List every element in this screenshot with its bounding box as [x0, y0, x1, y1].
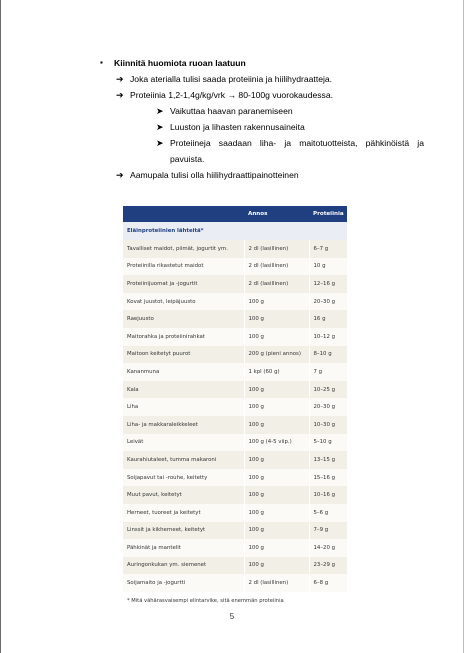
portion-cell: 200 g (pieni annos) [244, 346, 309, 364]
protein-cell: 16 g [309, 310, 347, 328]
portion-cell: 100 g [244, 293, 309, 311]
food-cell: Soijamaito ja -jogurtti [123, 574, 244, 592]
sub-bullet-item [156, 103, 440, 119]
protein-table [123, 206, 347, 610]
section-title: Eläinproteiinien lähteitä* [123, 222, 347, 240]
food-cell: Herneet, tuoreet ja keitetyt [123, 504, 244, 522]
protein-cell: 6–8 g [309, 574, 347, 592]
table-row [123, 346, 347, 364]
sub-bullet-text: Luuston ja lihasten rakennusaineita [170, 122, 305, 132]
table-row [123, 451, 347, 469]
portion-cell: 100 g [244, 328, 309, 346]
portion-cell: 100 g (4-5 viip.) [244, 434, 309, 452]
table-row [123, 434, 347, 452]
portion-cell: 100 g [244, 557, 309, 575]
arrow-bullet-icon: ➔ [116, 170, 124, 180]
sub-bullet-item [156, 119, 440, 135]
bullet-item-text: Aamupala tulisi olla hiilihydraattipainotteinen [130, 170, 299, 180]
table-row [123, 504, 347, 522]
table-row [123, 275, 347, 293]
table-row [123, 258, 347, 276]
table-row [123, 293, 347, 311]
protein-cell: 10–25 g [309, 381, 347, 399]
table-header-row [123, 206, 347, 222]
food-cell: Tavalliset maidot, piimät, jogurtit ym. [123, 240, 244, 258]
portion-cell: 100 g [244, 451, 309, 469]
portion-cell: 100 g [244, 416, 309, 434]
portion-cell: 100 g [244, 522, 309, 540]
arrow-bullet-icon: ➔ [116, 74, 124, 84]
table-row [123, 557, 347, 575]
protein-cell: 20–30 g [309, 293, 347, 311]
food-cell: Maitoon keitetyt puurot [123, 346, 244, 364]
food-cell: Kaurahiutaleet, tumma makaroni [123, 451, 244, 469]
protein-cell: 20–30 g [309, 398, 347, 416]
table-row [123, 310, 347, 328]
protein-cell: 15–16 g [309, 469, 347, 487]
bullet-list [100, 55, 440, 183]
triangle-bullet-icon: ➤ [156, 138, 164, 148]
portion-cell: 100 g [244, 504, 309, 522]
protein-cell: 8–10 g [309, 346, 347, 364]
bullet-item-text: Joka aterialla tulisi saada proteiinia ja hiilihydraatteja. [130, 74, 333, 84]
protein-cell: 5–10 g [309, 434, 347, 452]
food-cell: Leivät [123, 434, 244, 452]
table-row [123, 469, 347, 487]
table-row [123, 328, 347, 346]
table-row [123, 522, 347, 540]
header-portion: Annos [244, 206, 309, 222]
portion-cell: 100 g [244, 381, 309, 399]
portion-cell: 1 kpl (60 g) [244, 363, 309, 381]
table-row [123, 574, 347, 592]
sub-bullet-text: Proteiineja saadaan liha- ja maitotuotteista, pähkinöistä ja pavuista. [170, 138, 424, 164]
bullet-heading-text: Kiinnitä huomiota ruoan laatuun [114, 58, 246, 68]
food-cell: Raejuusto [123, 310, 244, 328]
table-footnote: * Mitä vähärasvaisempi elintarvike, sitä enemmän proteiinia [123, 592, 347, 610]
protein-cell: 10–30 g [309, 416, 347, 434]
bullet-item [116, 87, 440, 103]
food-cell: Auringonkukan ym. siemenet [123, 557, 244, 575]
triangle-bullet-icon: ➤ [156, 122, 164, 132]
sub-bullet-item [156, 135, 440, 167]
food-cell: Liha [123, 398, 244, 416]
table-row [123, 539, 347, 557]
sub-bullet-text: Vaikuttaa haavan paranemiseen [170, 106, 293, 116]
food-cell: Kala [123, 381, 244, 399]
bullet-item [116, 167, 440, 183]
triangle-bullet-icon: ➤ [156, 106, 164, 116]
food-cell: Linssit ja kikherneet, keitetyt [123, 522, 244, 540]
table-row [123, 381, 347, 399]
portion-cell: 100 g [244, 539, 309, 557]
table-section-row [123, 222, 347, 240]
food-cell: Kananmuna [123, 363, 244, 381]
portion-cell: 100 g [244, 469, 309, 487]
food-cell: Kovat juustot, leipäjuusto [123, 293, 244, 311]
header-protein: Proteiinia [309, 206, 347, 222]
square-bullet-icon: ▪ [100, 58, 103, 67]
protein-cell: 14–20 g [309, 539, 347, 557]
food-cell: Maitorahka ja proteiinirahkat [123, 328, 244, 346]
table-row [123, 240, 347, 258]
food-cell: Liha- ja makkaraleikkeleet [123, 416, 244, 434]
food-cell: Pähkinät ja mantelit [123, 539, 244, 557]
page-number: 5 [229, 612, 235, 621]
portion-cell: 2 dl (lasillinen) [244, 574, 309, 592]
food-cell: Muut pavut, keitetyt [123, 486, 244, 504]
table-footnote-row [123, 592, 347, 610]
protein-cell: 23–29 g [309, 557, 347, 575]
protein-cell: 10 g [309, 258, 347, 276]
table-row [123, 416, 347, 434]
bullet-item [116, 71, 440, 87]
protein-cell: 7 g [309, 363, 347, 381]
protein-cell: 12–16 g [309, 275, 347, 293]
portion-cell: 2 dl (lasillinen) [244, 275, 309, 293]
protein-cell: 13–15 g [309, 451, 347, 469]
protein-cell: 10–16 g [309, 486, 347, 504]
arrow-bullet-icon: ➔ [116, 90, 124, 100]
protein-cell: 6–7 g [309, 240, 347, 258]
protein-cell: 10–12 g [309, 328, 347, 346]
portion-cell: 2 dl (lasillinen) [244, 258, 309, 276]
table-row [123, 486, 347, 504]
table-row [123, 363, 347, 381]
bullet-heading [100, 55, 440, 71]
food-cell: Proteiinilla rikastetut maidot [123, 258, 244, 276]
portion-cell: 100 g [244, 486, 309, 504]
table-row [123, 398, 347, 416]
protein-cell: 7–9 g [309, 522, 347, 540]
protein-cell: 5–6 g [309, 504, 347, 522]
portion-cell: 2 dl (lasillinen) [244, 240, 309, 258]
food-cell: Soijapavut tai -rouhe, keitetty [123, 469, 244, 487]
portion-cell: 100 g [244, 398, 309, 416]
page-edge-left [0, 0, 1, 653]
header-food [123, 206, 244, 222]
portion-cell: 100 g [244, 310, 309, 328]
bullet-item-text: Proteiinia 1,2-1,4g/kg/vrk → 80-100g vuorokaudessa. [130, 90, 334, 100]
food-cell: Proteiinijuomat ja -jogurtit [123, 275, 244, 293]
